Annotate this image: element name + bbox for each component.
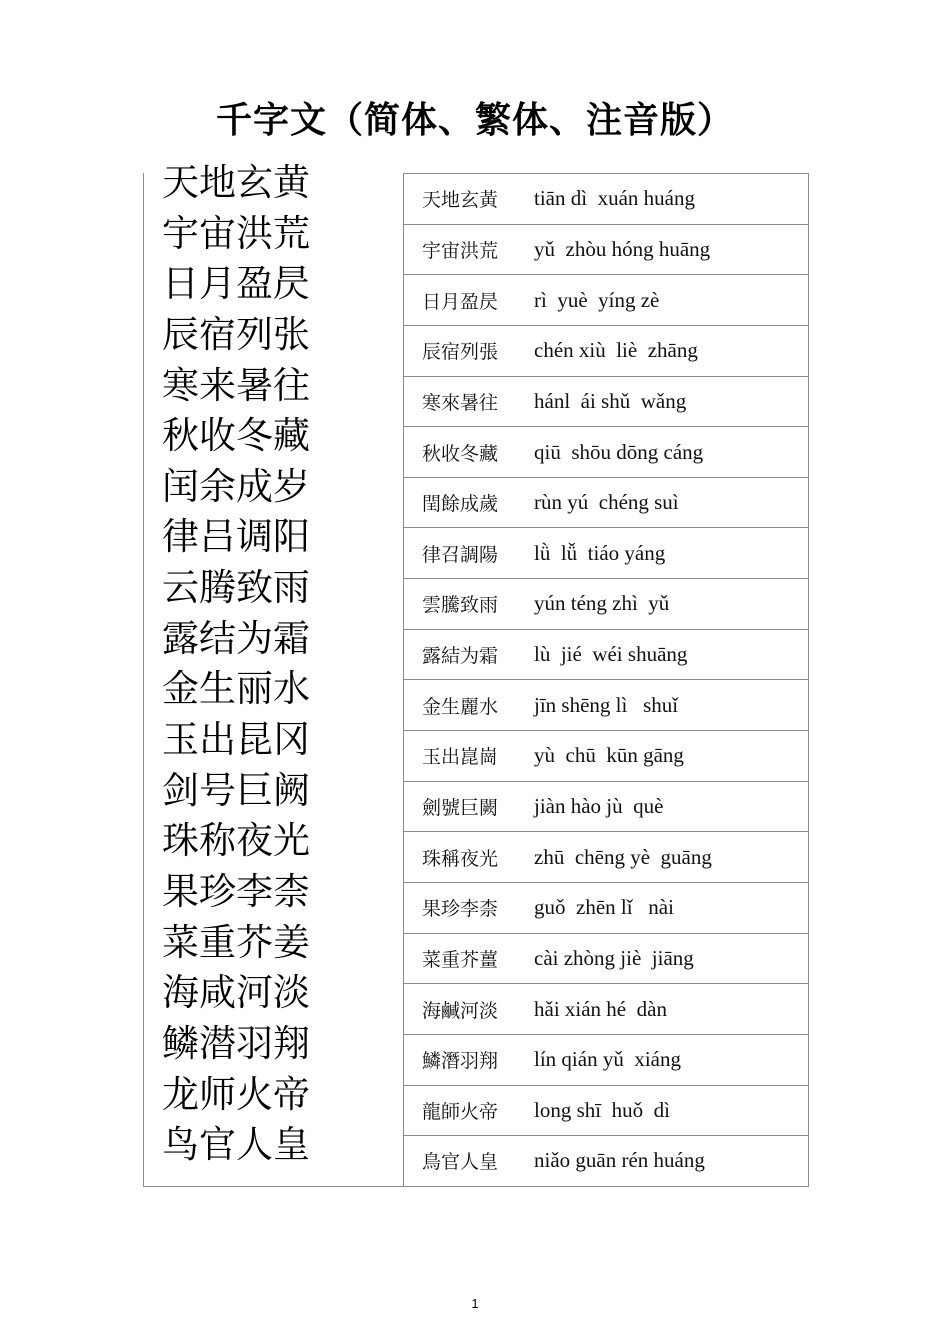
traditional-pinyin-cell	[404, 983, 808, 1034]
pinyin-text: lù jié wéi shuāng	[534, 642, 688, 667]
traditional-pinyin-cell	[404, 1034, 808, 1085]
simplified-text: 云腾致雨	[162, 566, 310, 610]
simplified-text: 玉出昆冈	[162, 718, 310, 762]
traditional-pinyin-cell	[404, 831, 808, 882]
traditional-text: 律召調陽	[422, 543, 499, 566]
traditional-text: 劍號巨闕	[422, 797, 499, 819]
page-title: 千字文（简体、繁体、注音版）	[215, 100, 734, 141]
simplified-text: 秋收冬藏	[162, 414, 310, 458]
simplified-text: 闰余成岁	[162, 464, 310, 508]
traditional-text: 玉出崑崗	[422, 746, 499, 769]
traditional-pinyin-cell	[404, 477, 808, 528]
simplified-text: 珠称夜光	[162, 819, 310, 863]
traditional-pinyin-cell	[404, 781, 808, 832]
traditional-text: 菜重芥薑	[422, 948, 499, 971]
simplified-text: 海咸河淡	[162, 971, 310, 1015]
traditional-pinyin-cell	[404, 730, 808, 781]
simplified-text: 龙师火帝	[162, 1072, 310, 1116]
pinyin-text: rùn yú chéng suì	[534, 490, 679, 515]
simplified-text: 果珍李柰	[162, 869, 310, 913]
pinyin-text: qiū shōu dōng cáng	[534, 439, 704, 464]
traditional-pinyin-cell	[404, 882, 808, 933]
simplified-text: 剑号巨阙	[162, 768, 310, 812]
pinyin-text: lǜ lǚ tiáo yáng	[534, 540, 666, 565]
pinyin-text: tiān dì xuán huáng	[534, 186, 695, 211]
traditional-pinyin-cell	[404, 578, 808, 629]
traditional-text: 龍師火帝	[422, 1100, 499, 1123]
traditional-text: 露結为霜	[422, 645, 499, 668]
pinyin-text: long shī huǒ dì	[534, 1097, 670, 1122]
traditional-pinyin-cell	[404, 933, 808, 984]
simplified-text: 金生丽水	[162, 667, 310, 711]
traditional-pinyin-cell	[404, 173, 808, 224]
simplified-column	[162, 158, 402, 1171]
traditional-text: 金生麗水	[422, 695, 499, 718]
pinyin-text: yǔ zhòu hóng huāng	[534, 236, 711, 261]
pinyin-text: yù chū kūn gāng	[534, 743, 684, 768]
traditional-text: 秋收冬藏	[422, 442, 499, 465]
traditional-pinyin-cell	[404, 1085, 808, 1136]
simplified-text: 寒来暑往	[162, 363, 310, 407]
pinyin-text: lín qián yǔ xiáng	[534, 1047, 681, 1072]
traditional-text: 果珍李柰	[422, 898, 499, 921]
pinyin-text: guǒ zhēn lǐ nài	[534, 895, 674, 920]
traditional-text: 海鹹河淡	[422, 999, 499, 1022]
traditional-text: 天地玄黃	[422, 189, 499, 212]
traditional-text: 雲騰致雨	[422, 594, 499, 617]
pinyin-text: hǎi xián hé dàn	[534, 996, 667, 1021]
traditional-text: 珠稱夜光	[422, 847, 499, 870]
traditional-pinyin-cell	[404, 1135, 808, 1186]
pinyin-text: jīn shēng lì shuǐ	[534, 692, 679, 717]
traditional-pinyin-cell	[404, 527, 808, 578]
pinyin-text: hánl ái shǔ wǎng	[534, 388, 687, 413]
traditional-pinyin-cell	[404, 224, 808, 275]
simplified-text: 鸟官人皇	[162, 1123, 310, 1167]
traditional-pinyin-cell	[404, 274, 808, 325]
traditional-text: 宇宙洪荒	[422, 239, 499, 262]
simplified-text: 宇宙洪荒	[162, 211, 310, 255]
traditional-text: 閏餘成歲	[422, 493, 499, 516]
traditional-text: 辰宿列張	[422, 341, 499, 364]
pinyin-text: cài zhòng jiè jiāng	[534, 945, 694, 970]
traditional-pinyin-cell	[404, 376, 808, 427]
simplified-text: 律吕调阳	[162, 515, 310, 559]
pinyin-text: niǎo guān rén huáng	[534, 1148, 705, 1173]
traditional-text: 寒來暑往	[422, 391, 499, 414]
pinyin-text: yún téng zhì yǔ	[534, 591, 670, 616]
traditional-text: 鱗潛羽翔	[422, 1050, 499, 1073]
simplified-text: 辰宿列张	[162, 312, 310, 356]
simplified-text: 鳞潜羽翔	[162, 1021, 310, 1065]
traditional-text: 日月盈昃	[422, 290, 499, 313]
traditional-pinyin-cell	[404, 325, 808, 376]
pinyin-text: jiàn hào jù què	[534, 794, 664, 818]
pinyin-text: rì yuè yíng zè	[534, 287, 660, 312]
simplified-text: 天地玄黄	[162, 161, 310, 204]
pinyin-text: zhū chēng yè guāng	[534, 844, 712, 869]
simplified-text: 菜重芥姜	[162, 920, 310, 964]
page-number: 1	[471, 1296, 479, 1311]
traditional-pinyin-cell	[404, 426, 808, 477]
simplified-text: 露结为霜	[162, 616, 310, 660]
pinyin-text: chén xiù liè zhāng	[534, 338, 698, 363]
simplified-text: 日月盈昃	[162, 262, 310, 306]
traditional-pinyin-cell	[404, 629, 808, 680]
traditional-text: 鳥官人皇	[422, 1151, 499, 1174]
traditional-pinyin-cell	[404, 679, 808, 730]
